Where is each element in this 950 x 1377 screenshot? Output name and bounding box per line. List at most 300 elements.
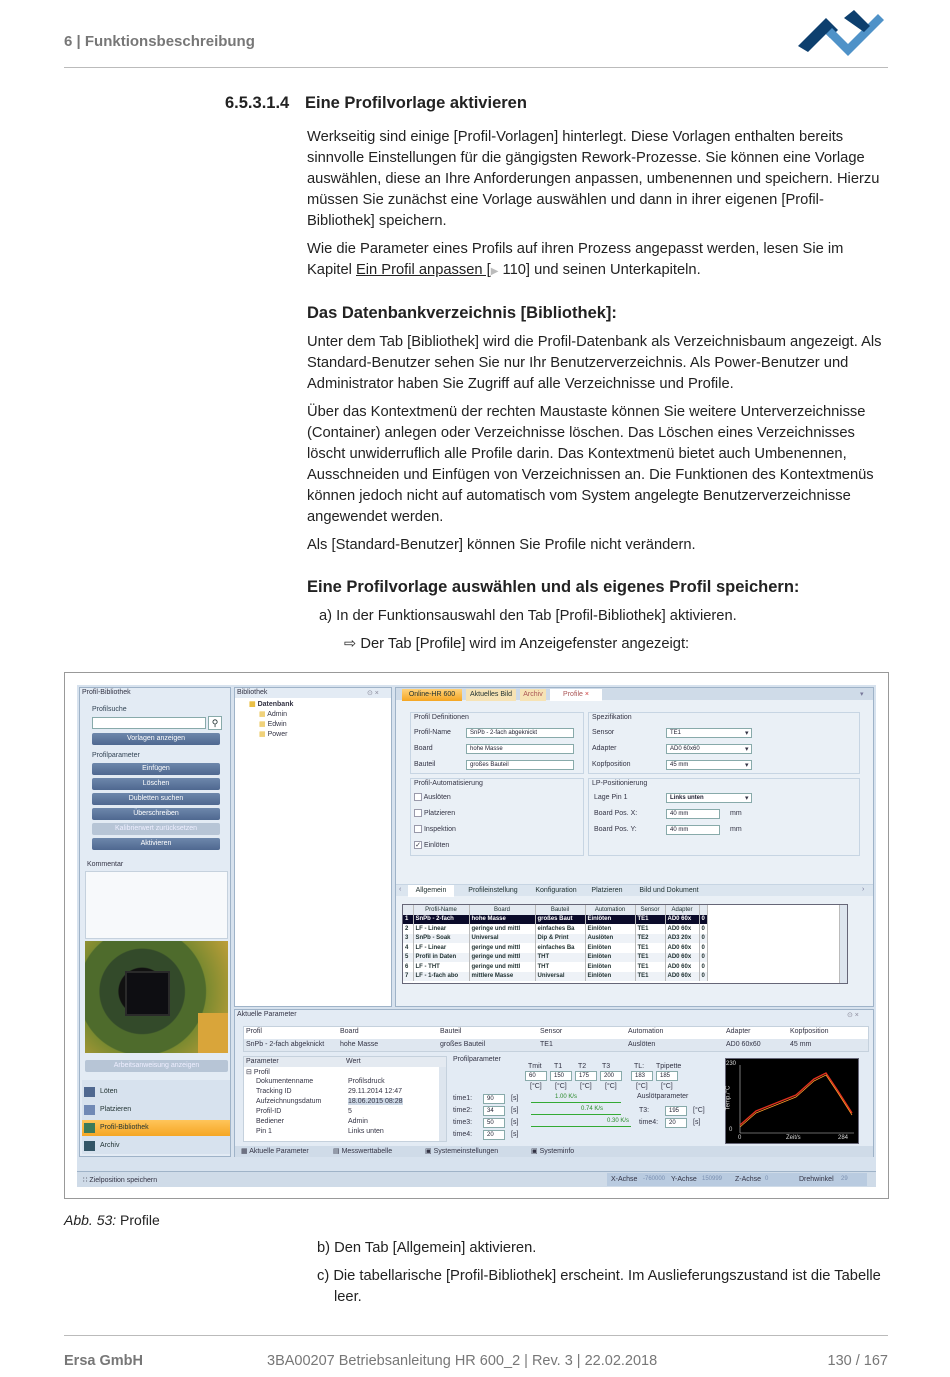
tree-root[interactable] <box>249 700 293 708</box>
group-label: Spezifikation <box>592 714 632 721</box>
chart-xlabel: Zeit/s <box>786 1135 801 1141</box>
field-label: Adapter <box>592 745 617 752</box>
field-label: Board <box>414 745 433 752</box>
params-icon: ▦ <box>241 1148 248 1155</box>
t-field[interactable]: 185 <box>656 1071 678 1081</box>
table-cell: Einlöten <box>585 953 635 963</box>
tab-measure-table[interactable] <box>333 1147 392 1155</box>
t-field[interactable]: 183 <box>631 1071 653 1081</box>
param-name: Profil-ID <box>256 1108 282 1115</box>
nav-loeten[interactable] <box>82 1084 230 1100</box>
unit-label: [s] <box>511 1119 519 1126</box>
checkbox-place[interactable] <box>414 809 455 817</box>
table-cell: 0 <box>699 915 707 925</box>
table-cell: AD0 60x <box>665 924 699 934</box>
time-label: time3: <box>453 1119 473 1126</box>
info-icon: ▣ <box>531 1148 538 1155</box>
unit-label: [s] <box>693 1119 701 1126</box>
param-name: Aufzeichnungsdatum <box>256 1098 322 1105</box>
table-cell: SnPb - 2-fach <box>413 915 469 925</box>
tree-label: Datenbank <box>257 701 294 708</box>
tree-node-power[interactable] <box>259 730 287 738</box>
table-header <box>403 905 413 915</box>
chapter-title: 6 | Funktionsbeschreibung <box>64 33 255 50</box>
panel-title: Aktuelle Parameter <box>237 1011 297 1018</box>
nav-profil-bibliothek[interactable] <box>82 1120 230 1136</box>
field-label: Profil-Name <box>414 729 451 736</box>
table-cell: geringe und mittl <box>469 924 535 934</box>
unit-label: [°C] <box>555 1083 567 1090</box>
place-icon <box>84 1105 95 1115</box>
checkbox-desolder[interactable] <box>414 793 451 801</box>
param-name: Dokumentenname <box>256 1078 314 1085</box>
t-field[interactable]: 200 <box>600 1071 622 1081</box>
adapter-select[interactable]: AD0 60x60 <box>666 744 752 754</box>
nav-label: Profil-Bibliothek <box>100 1124 149 1131</box>
comment-textarea[interactable] <box>85 871 228 939</box>
table-cell: 7 <box>403 972 413 982</box>
rate-label: 0.74 K/s <box>581 1106 604 1112</box>
pcb-image <box>85 941 228 1053</box>
step-c: c) Die tabellarische [Profil-Bibliothek] erscheint. Im Auslieferungszustand ist die Tabelle leer. <box>317 1268 881 1305</box>
subheading-db: Das Datenbankverzeichnis [Bibliothek]: <box>307 304 617 322</box>
delete-button[interactable]: Löschen <box>92 778 220 790</box>
tab-allgemein[interactable]: Allgemein <box>408 885 454 897</box>
time-label: time1: <box>453 1095 473 1102</box>
param-name: Pin 1 <box>256 1128 272 1135</box>
board-field[interactable]: hohe Masse <box>466 744 574 754</box>
param-value: 29.11.2014 12:47 <box>348 1088 402 1095</box>
current-params-table <box>243 1026 869 1052</box>
table-cell: Einlöten <box>585 962 635 972</box>
table-row-selected[interactable] <box>403 915 707 925</box>
table-cell: AD0 60x <box>665 962 699 972</box>
t-header: T1 <box>554 1063 563 1070</box>
tab-label: Profile <box>563 691 583 698</box>
result-arrow-icon: ⇨ <box>344 636 361 652</box>
solder-icon <box>84 1087 95 1097</box>
checkbox-inspection[interactable] <box>414 825 456 833</box>
tree-label: Edwin <box>267 721 287 728</box>
axis-value: 150999 <box>702 1176 723 1182</box>
param-scrollbar[interactable] <box>439 1067 446 1141</box>
chart-xmin: 0 <box>738 1135 742 1141</box>
t-field[interactable]: 60 <box>525 1071 547 1081</box>
tree-label: Profil <box>253 1069 270 1076</box>
chevron-down-icon[interactable]: ▾ <box>745 795 749 802</box>
text: 110] und seinen Unterkapiteln. <box>498 262 701 278</box>
folder-icon: ▦ <box>249 701 256 708</box>
tab-current-image[interactable]: Aktuelles Bild <box>466 689 516 701</box>
table-row[interactable] <box>403 924 707 934</box>
tab-system-info[interactable] <box>531 1147 574 1155</box>
col-header: Profil <box>246 1028 262 1035</box>
folder-icon: ▦ <box>259 721 266 728</box>
tab-label: Systemeinstellungen <box>433 1148 499 1155</box>
table-header[interactable]: Profil-Name <box>413 905 469 915</box>
table-header-row <box>403 905 707 915</box>
comment-label: Kommentar <box>87 861 124 868</box>
rate-line <box>531 1114 621 1115</box>
step-a: a) In der Funktionsauswahl den Tab [Profil-Bibliothek] aktivieren. <box>319 608 737 624</box>
step-b: b) Den Tab [Allgemein] aktivieren. <box>317 1240 537 1256</box>
table-cell: Einlöten <box>585 924 635 934</box>
nav-label: Löten <box>100 1088 118 1095</box>
axis-label: Z-Achse <box>735 1176 762 1183</box>
profile-search-input[interactable] <box>92 717 206 729</box>
field-label: Sensor <box>592 729 615 736</box>
table-row[interactable] <box>403 953 707 963</box>
table-cell: geringe und mittl <box>469 943 535 953</box>
chart-ylabel: Temp./°C <box>725 1085 732 1111</box>
status-text: Zielposition speichern <box>89 1177 158 1184</box>
checkbox-icon <box>414 809 422 817</box>
paragraph <box>307 239 889 282</box>
table-header[interactable]: Bauteil <box>535 905 585 915</box>
t-field[interactable]: 150 <box>550 1071 572 1081</box>
section-number: 6.5.3.1.4 <box>225 94 290 112</box>
table-cell: AD0 60x <box>665 943 699 953</box>
param-value: Links unten <box>348 1128 384 1135</box>
reference-curve <box>740 1075 852 1127</box>
work-instruction-button[interactable]: Arbeitsanweisung anzeigen <box>85 1060 228 1072</box>
unit-label: [°C] <box>661 1083 673 1090</box>
lp-positioning-group <box>588 778 860 856</box>
field-label: Bauteil <box>414 761 436 768</box>
table-cell: mittlere Masse <box>469 972 535 982</box>
table-cell: einfaches Ba <box>535 943 585 953</box>
table-cell: 1 <box>403 915 413 925</box>
table-cell: geringe und mittl <box>469 953 535 963</box>
cell: SnPb - 2-fach abgeknickt <box>246 1041 325 1048</box>
checkbox-solder[interactable] <box>414 841 449 849</box>
time-label: time4: <box>453 1131 473 1138</box>
status-left <box>83 1176 157 1184</box>
table-cell: 6 <box>403 962 413 972</box>
table-cell: TE1 <box>635 943 665 953</box>
table-cell: Dip & Print <box>535 934 585 944</box>
checkbox-label: Einlöten <box>423 841 450 849</box>
time-field[interactable]: 34 <box>483 1106 505 1116</box>
caption-text: Profile <box>120 1212 160 1228</box>
table-cell: 0 <box>699 953 707 963</box>
tab-label: Aktuelle Parameter <box>249 1148 309 1155</box>
t-header: Tmit <box>528 1063 542 1070</box>
table-cell: TE1 <box>635 972 665 982</box>
cell: Auslöten <box>628 1041 656 1048</box>
library-title: Bibliothek <box>237 689 268 696</box>
table-cell: TE1 <box>635 953 665 963</box>
col-header: Bauteil <box>440 1028 462 1035</box>
profile-chart <box>725 1058 859 1144</box>
footer-company: Ersa GmbH <box>64 1353 143 1369</box>
tab-current-params[interactable] <box>241 1147 309 1155</box>
folder-icon: ▦ <box>259 731 266 738</box>
unit-label: [s] <box>511 1107 519 1114</box>
table-cell: 5 <box>403 953 413 963</box>
table-header[interactable]: Sensor <box>635 905 665 915</box>
tab-konfiguration[interactable]: Konfiguration <box>535 887 577 894</box>
paragraph: Werkseitig sind einige [Profil-Vorlagen] hinterlegt. Diese Vorlagen enthalten bereits sinnvolle Einstellungen für die gängigsten Rework-Prozesse. Sie können eine Vorlage auswählen, diese an Ihre Anforderungen anpassen, umbenennen und speichern. Hierzu müssen Sie zunächst eine Vorlage auswählen und dann in ihrer eigenen [Profil-Bibliothek] speichern. <box>307 129 880 229</box>
param-value: Profilsdruck <box>348 1078 385 1085</box>
table-cell: einfaches Ba <box>535 924 585 934</box>
checkbox-label: Inspektion <box>423 825 456 833</box>
chart-xmax: 284 <box>838 1135 849 1141</box>
table-cell: 2 <box>403 924 413 934</box>
profile-panel <box>395 687 874 1007</box>
table-header[interactable]: Automation <box>585 905 635 915</box>
activate-button[interactable]: Aktivieren <box>92 838 220 850</box>
chevron-down-icon[interactable]: ▾ <box>745 762 749 769</box>
tab-bild-dokument[interactable]: Bild und Dokument <box>639 887 699 894</box>
archive-icon <box>84 1141 95 1151</box>
axis-value: 29 <box>841 1176 848 1182</box>
table-cell: Universal <box>535 972 585 982</box>
chart-ymax: 230 <box>726 1061 737 1067</box>
t-header: T2 <box>578 1063 587 1070</box>
table-scrollbar[interactable] <box>839 905 847 983</box>
result-a <box>307 634 889 655</box>
chevron-down-icon[interactable]: ▾ <box>745 730 749 737</box>
axis-label: Y-Achse <box>671 1176 697 1183</box>
checkbox-label: Auslöten <box>423 793 451 801</box>
rate-line <box>531 1126 631 1127</box>
table-cell: geringe und mittl <box>469 962 535 972</box>
link-arrow-icon: ▶ <box>490 266 499 277</box>
chevron-right-icon[interactable]: › <box>862 886 865 893</box>
table-header[interactable]: Board <box>469 905 535 915</box>
software-screenshot <box>77 685 876 1187</box>
board-pos-y-field[interactable]: 40 mm <box>666 825 720 835</box>
grip-icon: ∷ <box>83 1177 88 1184</box>
cell: hohe Masse <box>340 1041 379 1048</box>
pin-close-icon[interactable]: ⊙ × <box>847 1012 859 1019</box>
paragraph: Als [Standard-Benutzer] können Sie Profile nicht verändern. <box>307 537 696 553</box>
tree-label: Admin <box>267 711 288 718</box>
insert-button[interactable]: Einfügen <box>92 763 220 775</box>
group-label: Profilparameter <box>453 1056 501 1063</box>
field-label: Board Pos. Y: <box>594 826 637 833</box>
t-field[interactable]: 175 <box>575 1071 597 1081</box>
current-params-panel <box>234 1009 874 1157</box>
tab-label: Systeminfo <box>539 1148 575 1155</box>
nav-label: Platzieren <box>100 1106 132 1113</box>
axis-value: 0 <box>765 1176 769 1182</box>
collapse-icon[interactable]: ⊟ <box>246 1069 252 1076</box>
table-cell: TE1 <box>635 915 665 925</box>
table-cell: hohe Masse <box>469 915 535 925</box>
cell: 45 mm <box>790 1041 812 1048</box>
subheading-select: Eine Profilvorlage auswählen und als eigenes Profil speichern: <box>307 578 800 596</box>
param-value: 18.06.2015 08:28 <box>348 1098 403 1105</box>
close-icon[interactable]: × <box>584 691 589 698</box>
search-label: Profilsuche <box>92 706 127 713</box>
time-field[interactable]: 20 <box>483 1130 505 1140</box>
nav-label: Archiv <box>100 1142 120 1149</box>
table-cell: Profil in Daten <box>413 953 469 963</box>
panel-title: Profil-Bibliothek <box>82 689 131 696</box>
group-label: LP-Positionierung <box>592 780 648 787</box>
profile-curve-plot <box>726 1059 860 1145</box>
table-cell: AD3 20x <box>665 934 699 944</box>
tab-profile[interactable] <box>550 689 602 701</box>
unit-label: [°C] <box>530 1083 542 1090</box>
field-label: T3: <box>639 1107 650 1114</box>
table-cell: 0 <box>699 962 707 972</box>
time-field[interactable]: 90 <box>483 1094 505 1104</box>
rate-label: 0.30 K/s <box>607 1118 630 1124</box>
section-heading <box>225 94 527 113</box>
table-cell: THT <box>535 953 585 963</box>
table-row[interactable] <box>403 934 707 944</box>
unit-label: [°C] <box>580 1083 592 1090</box>
nav-archiv[interactable] <box>82 1138 230 1154</box>
parameter-tree <box>243 1056 447 1142</box>
paragraph: Unter dem Tab [Bibliothek] wird die Profil-Datenbank als Verzeichnisbaum angezeigt. Als Standard-Benutzer sehen Sie nur Ihr Benutzerverzeichnis. Als Power-Benutzer und Administrator haben Sie Zugriff auf alle Verzeichnisse und Profile. <box>307 334 882 392</box>
unit-label: mm <box>730 826 742 833</box>
text: Wie die Parameter eines Profils auf ihren Prozess angepasst werden, lesen Sie im Kapitel <box>307 241 844 278</box>
nav-platzieren[interactable] <box>82 1102 230 1118</box>
group-label: Auslötparameter <box>637 1093 689 1100</box>
table-cell: Einlöten <box>585 915 635 925</box>
t-header: T3 <box>602 1063 611 1070</box>
page-footer <box>64 1335 888 1375</box>
page-header <box>64 30 888 68</box>
sensor-select[interactable]: TE1 <box>666 728 752 738</box>
col-header: Board <box>340 1028 359 1035</box>
unit-label: [°C] <box>605 1083 617 1090</box>
caption-label: Abb. 53: <box>64 1212 117 1228</box>
footer-document: 3BA00207 Betriebsanleitung HR 600_2 | Rev. 3 | 22.02.2018 <box>267 1353 658 1369</box>
col-header: Parameter <box>246 1058 279 1065</box>
table-cell: LF - Linear <box>413 943 469 953</box>
table-cell: SnPb - Soak <box>413 934 469 944</box>
group-label: Profil Definitionen <box>414 714 469 721</box>
field-label: Kopfposition <box>592 761 631 768</box>
table-cell: TE1 <box>635 962 665 972</box>
chevron-left-icon[interactable]: ‹ <box>399 886 402 893</box>
reset-calibration-button[interactable]: Kalibrierwert zurücksetzen <box>92 823 220 835</box>
tab-label: Messwerttabelle <box>341 1148 393 1155</box>
folder-icon: ▦ <box>259 711 266 718</box>
table-row[interactable] <box>403 972 707 982</box>
table-cell: THT <box>535 962 585 972</box>
chapter-link[interactable]: Ein Profil anpassen [ <box>356 262 491 278</box>
tab-online[interactable]: Online-HR 600 <box>402 689 462 701</box>
unit-label: [°C] <box>636 1083 648 1090</box>
param-value: 5 <box>348 1108 352 1115</box>
tab-profileinstellung[interactable]: Profileinstellung <box>468 887 518 894</box>
table-cell: AD0 60x <box>665 972 699 982</box>
rate-label: 1.00 K/s <box>555 1094 578 1100</box>
figure-caption <box>64 1212 160 1228</box>
component-field[interactable]: großes Bauteil <box>466 760 574 770</box>
time-field[interactable]: 50 <box>483 1118 505 1128</box>
temperature-curve <box>740 1073 852 1125</box>
pin-close-icon[interactable]: ⊙ × <box>367 690 379 697</box>
table-cell: Auslöten <box>585 934 635 944</box>
table-row[interactable] <box>403 962 707 972</box>
tree-node-edwin[interactable] <box>259 720 287 728</box>
t4-field[interactable]: 20 <box>665 1118 687 1128</box>
unit-label: [°C] <box>693 1107 705 1114</box>
unit-label: mm <box>730 810 742 817</box>
profile-name-field[interactable]: SnPb - 2-fach abgeknickt <box>466 728 574 738</box>
axis-label: X-Achse <box>611 1176 638 1183</box>
time-label: time2: <box>453 1107 473 1114</box>
search-icon[interactable]: ⚲ <box>208 716 222 730</box>
text: Der Tab [Profile] wird im Anzeigefenster angezeigt: <box>360 636 690 652</box>
tab-platzieren[interactable]: Platzieren <box>591 887 623 894</box>
unit-label: [s] <box>511 1095 519 1102</box>
params-label: Profilparameter <box>92 752 140 759</box>
show-templates-button[interactable]: Vorlagen anzeigen <box>92 733 220 745</box>
table-cell: 4 <box>403 943 413 953</box>
left-panel <box>79 687 231 1157</box>
table-cell: Einlöten <box>585 972 635 982</box>
table-cell: 0 <box>699 924 707 934</box>
table-header <box>699 905 707 915</box>
footer-page: 130 / 167 <box>827 1353 888 1369</box>
head-position-select[interactable]: 45 mm <box>666 760 752 770</box>
tab-system-settings[interactable] <box>425 1147 498 1155</box>
field-label: Board Pos. X: <box>594 810 638 817</box>
table-cell: AD0 60x <box>665 915 699 925</box>
table-cell: großes Baut <box>535 915 585 925</box>
table-cell: 0 <box>699 934 707 944</box>
col-header: Wert <box>346 1058 361 1065</box>
tree-node-admin[interactable] <box>259 710 287 718</box>
t3-field[interactable]: 195 <box>665 1106 687 1116</box>
pin1-position-select[interactable]: Links unten <box>666 793 752 803</box>
nav-panel <box>82 1080 230 1154</box>
chevron-down-icon[interactable]: ▾ <box>745 746 749 753</box>
table-cell: TE2 <box>635 934 665 944</box>
field-label: time4: <box>639 1119 659 1126</box>
paragraph: Über das Kontextmenü der rechten Maustaste können Sie weitere Unterverzeichnisse (Container) anlegen oder Verzeichnisse löschen. Das Löschen eines Verzeichnisses löscht unwiderruflich alle Profile darin. Das Kontextmenü bietet auch Umbenennen, Ausschneiden und Einfügen von Verzeichnissen an. Die Funktionen des Kontextmenüs können jedoch nicht auf automatisch vom System angelegte Benutzerverzeichnisse angewendet werden. <box>307 404 874 525</box>
chevron-down-icon[interactable]: ▾ <box>860 691 864 698</box>
t-header: TL: <box>634 1063 645 1070</box>
table-cell: AD0 60x <box>665 953 699 963</box>
board-pos-x-field[interactable]: 40 mm <box>666 809 720 819</box>
t-header: Tpipette <box>656 1063 682 1070</box>
checkbox-checked-icon: ✓ <box>415 842 421 849</box>
table-cell: 0 <box>699 972 707 982</box>
field-label: Lage Pin 1 <box>594 794 628 801</box>
cell: TE1 <box>540 1041 553 1048</box>
group-label: Profil-Automatisierung <box>414 780 483 787</box>
table-header[interactable]: Adapter <box>665 905 699 915</box>
body-text <box>307 127 889 662</box>
table-cell: LF - Linear <box>413 924 469 934</box>
unit-label: [s] <box>511 1131 519 1138</box>
col-header: Kopfposition <box>790 1028 829 1035</box>
checkbox-icon <box>414 793 422 801</box>
overwrite-button[interactable]: Überschreiben <box>92 808 220 820</box>
table-cell: Einlöten <box>585 943 635 953</box>
chart-ymin: 0 <box>729 1127 733 1133</box>
steps-after <box>307 1238 889 1315</box>
param-name: Bediener <box>256 1118 285 1125</box>
find-duplicates-button[interactable]: Dubletten suchen <box>92 793 220 805</box>
profile-table <box>402 904 848 984</box>
tab-archive[interactable]: Archiv <box>520 689 546 701</box>
tree-group[interactable] <box>246 1068 270 1076</box>
monitor-icon: ▣ <box>425 1148 432 1155</box>
table-icon: ▤ <box>333 1148 340 1155</box>
axis-value: -760000 <box>643 1176 666 1182</box>
table-row[interactable] <box>403 943 707 953</box>
